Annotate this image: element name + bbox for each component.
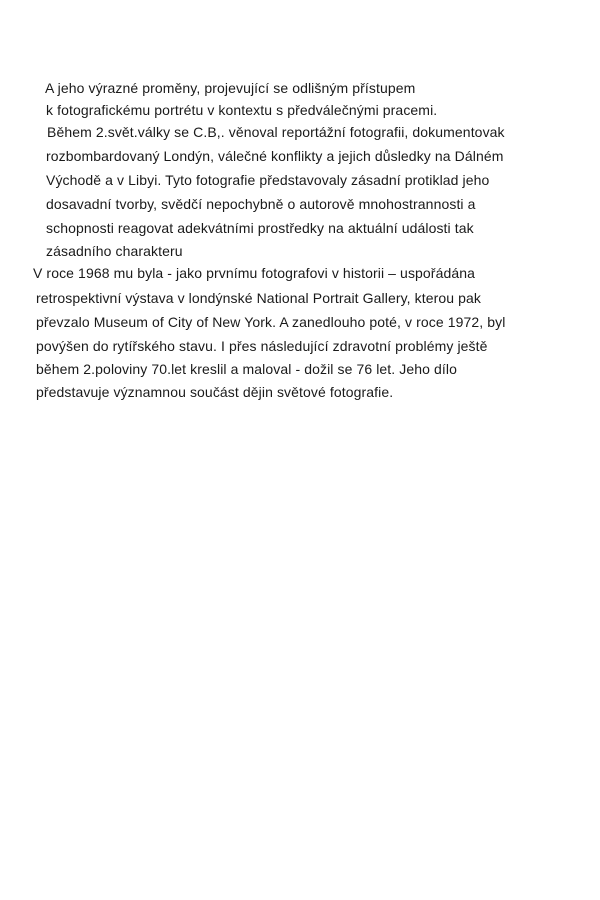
text-line: představuje významnou součást dějin světové fotografie.	[36, 384, 394, 400]
text-line: V roce 1968 mu byla - jako prvnímu fotografovi v historii – uspořádána	[33, 265, 476, 281]
text-line: dosavadní tvorby, svědčí nepochybně o autorově mnohostrannosti a	[46, 196, 476, 212]
text-line: retrospektivní výstava v londýnské National Portrait Gallery, kterou pak	[36, 290, 482, 306]
text-line: Během 2.svět.války se C.B,. věnoval reportážní fotografii, dokumentovak	[47, 124, 505, 140]
text-line: zásadního charakteru	[46, 243, 183, 259]
text-line: k fotografickému portrétu v kontextu s předválečnými pracemi.	[46, 102, 438, 118]
text-line: Východě a v Libyi. Tyto fotografie představovaly zásadní protiklad jeho	[46, 172, 490, 188]
text-line: A jeho výrazné proměny, projevující se odlišným přístupem	[45, 80, 416, 96]
text-line: povýšen do rytířského stavu. I přes následující zdravotní problémy ještě	[36, 338, 488, 354]
text-line: převzalo Museum of City of New York. A zanedlouho poté, v roce 1972, byl	[36, 314, 506, 330]
text-line: rozbombardovaný Londýn, válečné konflikty a jejich důsledky na Dálném	[46, 148, 504, 164]
text-line: během 2.poloviny 70.let kreslil a maloval - dožil se 76 let. Jeho dílo	[36, 361, 457, 377]
text-line: schopnosti reagovat adekvátními prostředky na aktuální události tak	[46, 220, 474, 236]
